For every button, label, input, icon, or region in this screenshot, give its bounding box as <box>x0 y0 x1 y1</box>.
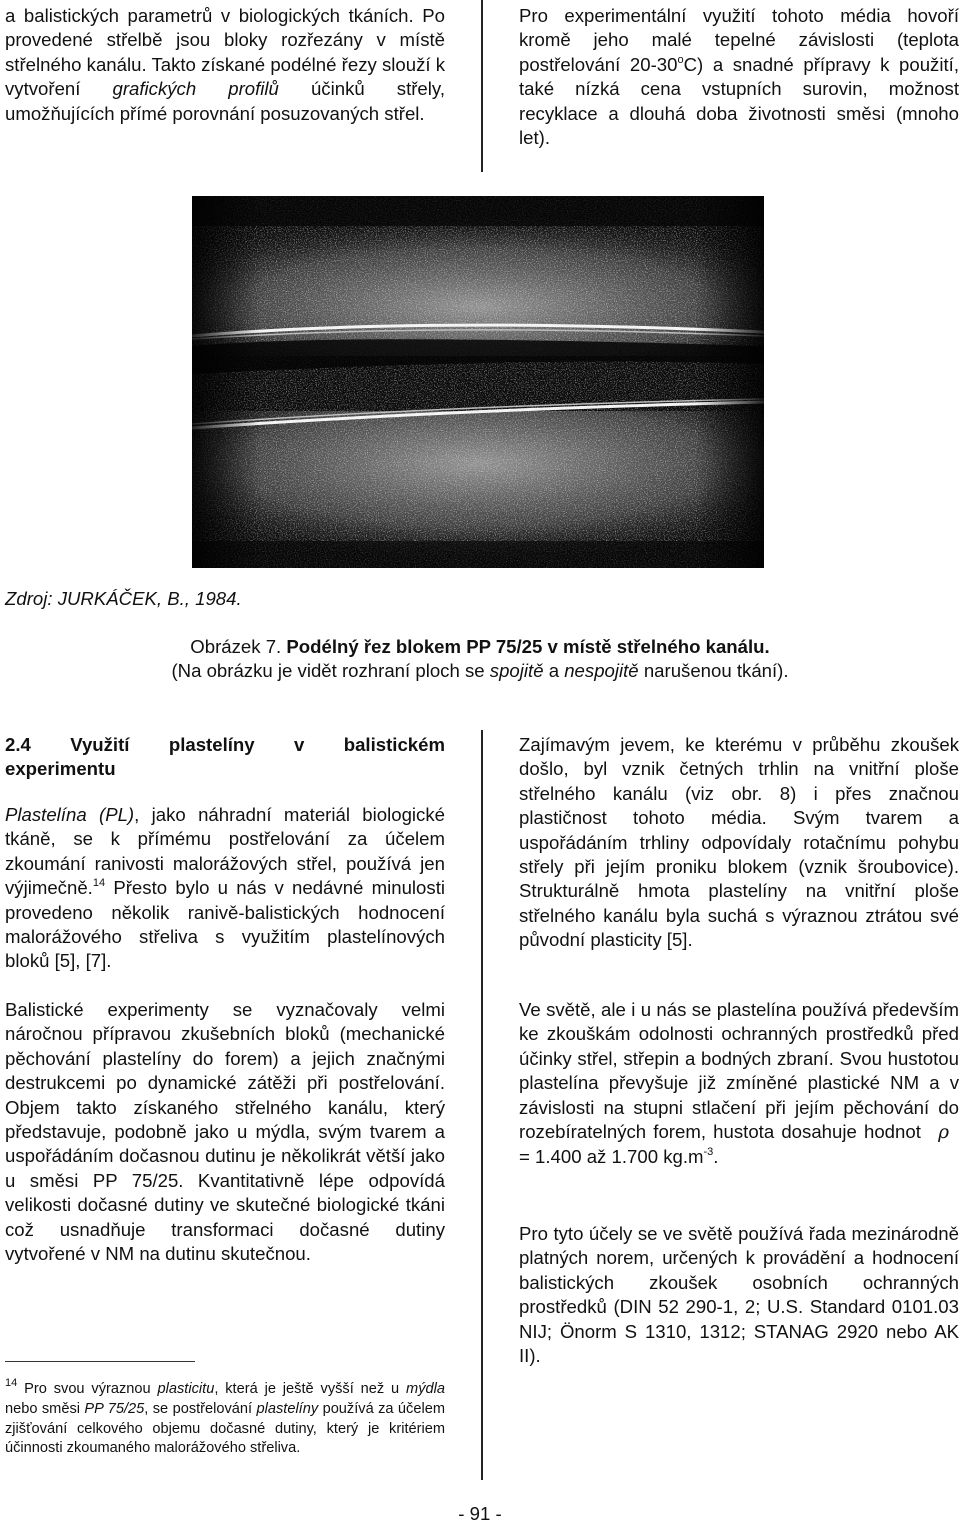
column-divider-top <box>481 0 483 172</box>
figure-caption-line2: (Na obrázku je vidět rozhraní ploch se spojitě a nespojitě narušenou tkání). <box>171 660 789 681</box>
right-paragraph-2: Ve světě, ale i u nás se plastelína používá především ke zkouškám odolnosti ochranných prostředků před účinky střel, střepin a bodných zbraní. Svou hustotou plastelína převyšuje již zmíněné plastické NM a v závislosti na stupni stlačení při jejím pěchování do rozebíratelných forem, hustota dosahuje hodnot ρ = 1.400 až 1.700 $kg.m^{-3}$. <box>519 999 959 1168</box>
figure-photo <box>192 196 764 568</box>
left-paragraph-1: Plastelína (PL), jako náhradní materiál biologické tkáně, se k přímému postřelování za účelem zkoumání ranivosti malorážových střel, používá jen výjimečně.$^{14}$ Přesto bylo u nás v nedávné minulosti provedeno několik ranivě-balistických hodnocení malorážového střeliva s využitím plastelínových bloků [5], [7]. <box>5 804 445 972</box>
top-right-paragraph: Pro experimentální využití tohoto média hovoří kromě jeho malé tepelné závislosti (teplota postřelování 20-30$^o$C) a snadné přípravy k použití, také nízká cena vstupních surovin, možnost recyklace a dlouhá doba životnosti směsi (mnoho let). <box>519 5 959 149</box>
rho-symbol: ρ <box>938 1122 949 1144</box>
figure-caption-line1: Obrázek 7. Podélný řez blokem PP 75/25 v místě střelného kanálu. <box>190 636 770 657</box>
footnote-rule <box>5 1361 195 1362</box>
left-paragraph-2: Balistické experimenty se vyznačovaly velmi náročnou přípravou zkušebních bloků (mechanické pěchování plastelíny do forem) a jejich značnými destrukcemi po dynamické zátěži při postřelování. Objem takto získaného střelného kanálu, který představuje, podobně jako u mýdla, svým tvarem a uspořádáním dočasnou dutinu je několikrát větší jako u směsi PP 75/25. Kvantitativně lépe odpovídá velikosti dočasné dutiny ve skutečné biologické tkáni což usnadňuje transformaci dočasné dutiny vytvořené v NM na dutinu skutečnou. <box>5 999 445 1265</box>
page-number: - 91 - <box>458 1503 502 1524</box>
footnote: $^{14}$ Pro svou výraznou plasticitu, která je ještě vyšší než u mýdla nebo směsi PP 75/25, se postřelování plastelíny používá za účelem zjišťování celkového objemu dočasné dutiny, který je kritériem účinnosti zkoumaného malorážového střeliva. <box>5 1377 445 1457</box>
bullet-channel-section-image <box>192 196 764 568</box>
top-left-paragraph: a balistických parametrů v biologických tkáních. Po provedené střelbě jsou bloky rozřezány v místě střelného kanálu. Takto získané podélné řezy slouží k vytvoření grafických profilů účinků střely, umožňujících přímé porovnání posuzovaných střel. <box>5 5 445 124</box>
right-paragraph-1: Zajímavým jevem, ke kterému v průběhu zkoušek došlo, byl vznik četných trhlin na vnitřní ploše střelného kanálu (viz obr. 8) i přes značnou plastičnost tohoto média. Svým tvarem a uspořádáním trhliny odpovídaly rotačnímu pohybu střely při jejím proniku blokem (vznik šroubovice). Strukturálně hmota plastelíny na vnitřní ploše střelného kanálu byla suchá s výraznou ztrátou své původní plasticity [5]. <box>519 734 959 951</box>
section-heading: 2.4 Využití plastelíny v balistickém experimentu <box>5 734 445 780</box>
right-paragraph-3: Pro tyto účely se ve světě používá řada mezinárodně platných norem, určených k provádění a hodnocení balistických zkoušek osobních ochranných prostředků (DIN 52 290-1, 2; U.S. Standard 0101.03 NIJ; Önorm S 1310, 1312; STANAG 2920 nebo AK II). <box>519 1223 959 1367</box>
figure-source: Zdroj: JURKÁČEK, B., 1984. <box>5 588 242 609</box>
column-divider-bottom <box>481 730 483 1480</box>
